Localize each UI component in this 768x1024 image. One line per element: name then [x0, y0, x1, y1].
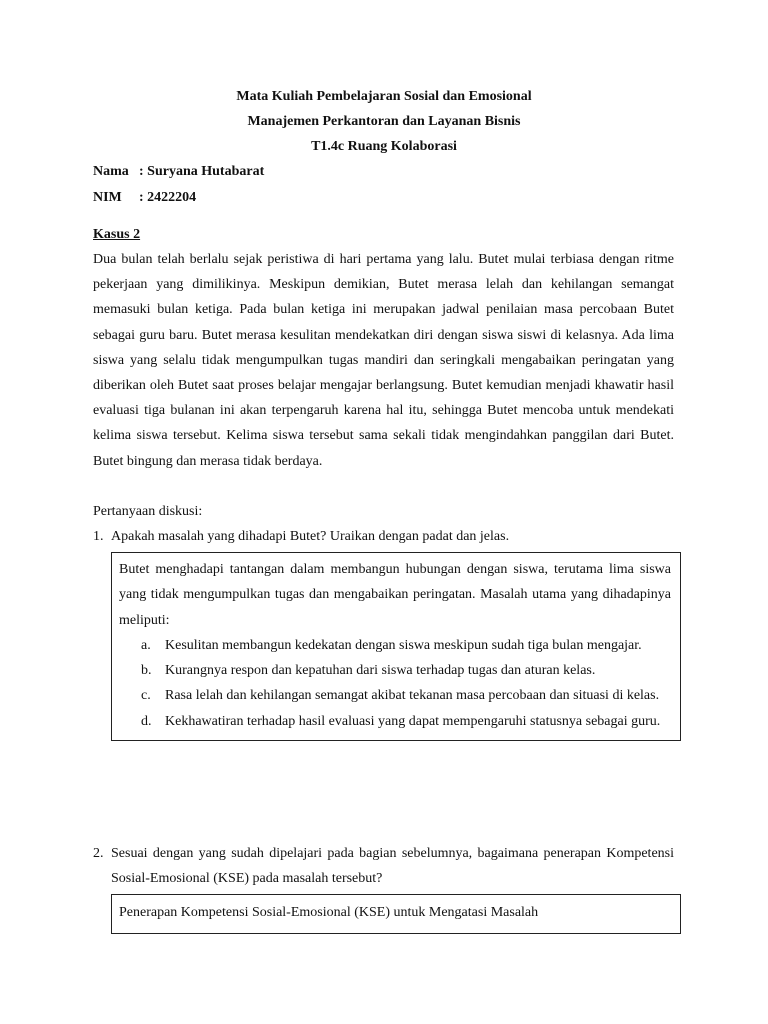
discussion-label: Pertanyaan diskusi:	[93, 504, 203, 519]
list-item-letter: a.	[141, 637, 151, 653]
answer-2-box	[111, 894, 681, 934]
answer-1-box	[111, 552, 681, 741]
question-1-number: 1.	[93, 529, 104, 544]
answer-2-heading: Penerapan Kompetensi Sosial-Emosional (KSE) untuk Mengatasi Masalah	[119, 905, 539, 920]
question-2	[93, 841, 674, 891]
assignment-title: T1.4c Ruang Kolaborasi	[311, 139, 457, 154]
student-nim-row	[93, 189, 196, 207]
program-title: Manajemen Perkantoran dan Layanan Bisnis	[247, 114, 521, 129]
list-item-text: Kekhawatiran terhadap hasil evaluasi yang dapat mempengaruhi statusnya sebagai guru.	[165, 713, 661, 729]
name-label: Nama	[93, 164, 129, 179]
list-item-letter: b.	[141, 663, 152, 679]
list-item-text: Kesulitan membangun kedekatan dengan siswa meskipun sudah tiga bulan mengajar.	[165, 637, 642, 653]
case-paragraph: Dua bulan telah berlalu sejak peristiwa di hari pertama yang lalu. Butet mulai terbiasa dengan ritme pekerjaan yang dimilikinya. Meskipun demikian, Butet merasa lelah dan kehilangan semangat memasuki bulan ketiga. Pada bulan ketiga ini merupakan jadwal penilaian masa percobaan Butet sebagai guru baru. Butet merasa kesulitan mendekatkan diri dengan siswa siswi di kelasnya. Ada lima siswa yang selalu tidak mengumpulkan tugas mandiri dan seringkali mengabaikan peringatan yang diberikan oleh Butet saat proses belajar mengajar berlangsung. Butet kemudian menjadi khawatir hasil evaluasi tiga bulanan ini akan terpengaruh karena hal itu, sehingga Butet mencoba untuk mendekati kelima siswa tersebut. Kelima siswa tersebut sama sekali tidak mengindahkan panggilan dari Butet. Butet bingung dan merasa tidak berdaya.	[93, 252, 674, 469]
list-item-letter: c.	[141, 688, 151, 704]
list-item-text: Rasa lelah dan kehilangan semangat akibat tekanan masa percobaan dan situasi di kelas.	[165, 688, 660, 704]
answer-1-intro: Butet menghadapi tantangan dalam membangun hubungan dengan siswa, terutama lima siswa yang tidak mengumpulkan tugas dan mengabaikan peringatan. Masalah utama yang dihadapinya meliputi:	[119, 562, 671, 628]
question-1	[93, 524, 674, 549]
list-item	[119, 683, 671, 708]
question-2-number: 2.	[93, 846, 104, 861]
student-name-row	[93, 163, 264, 181]
question-2-text: Sesuai dengan yang sudah dipelajari pada bagian sebelumnya, bagaimana penerapan Kompetensi Sosial-Emosional (KSE) pada masalah tersebut?	[111, 846, 674, 886]
case-heading: Kasus 2	[93, 227, 141, 242]
question-1-text: Apakah masalah yang dihadapi Butet? Uraikan dengan padat dan jelas.	[111, 529, 510, 544]
nim-label: NIM	[93, 190, 122, 205]
list-item	[119, 633, 671, 658]
answer-1-list	[119, 633, 671, 734]
nim-value: : 2422204	[139, 190, 197, 205]
list-item-letter: d.	[141, 713, 152, 729]
list-item	[119, 709, 671, 734]
list-item	[119, 658, 671, 683]
list-item-text: Kurangnya respon dan kepatuhan dari siswa terhadap tugas dan aturan kelas.	[165, 663, 596, 679]
course-title: Mata Kuliah Pembelajaran Sosial dan Emosional	[236, 89, 532, 104]
name-value: : Suryana Hutabarat	[139, 164, 265, 179]
